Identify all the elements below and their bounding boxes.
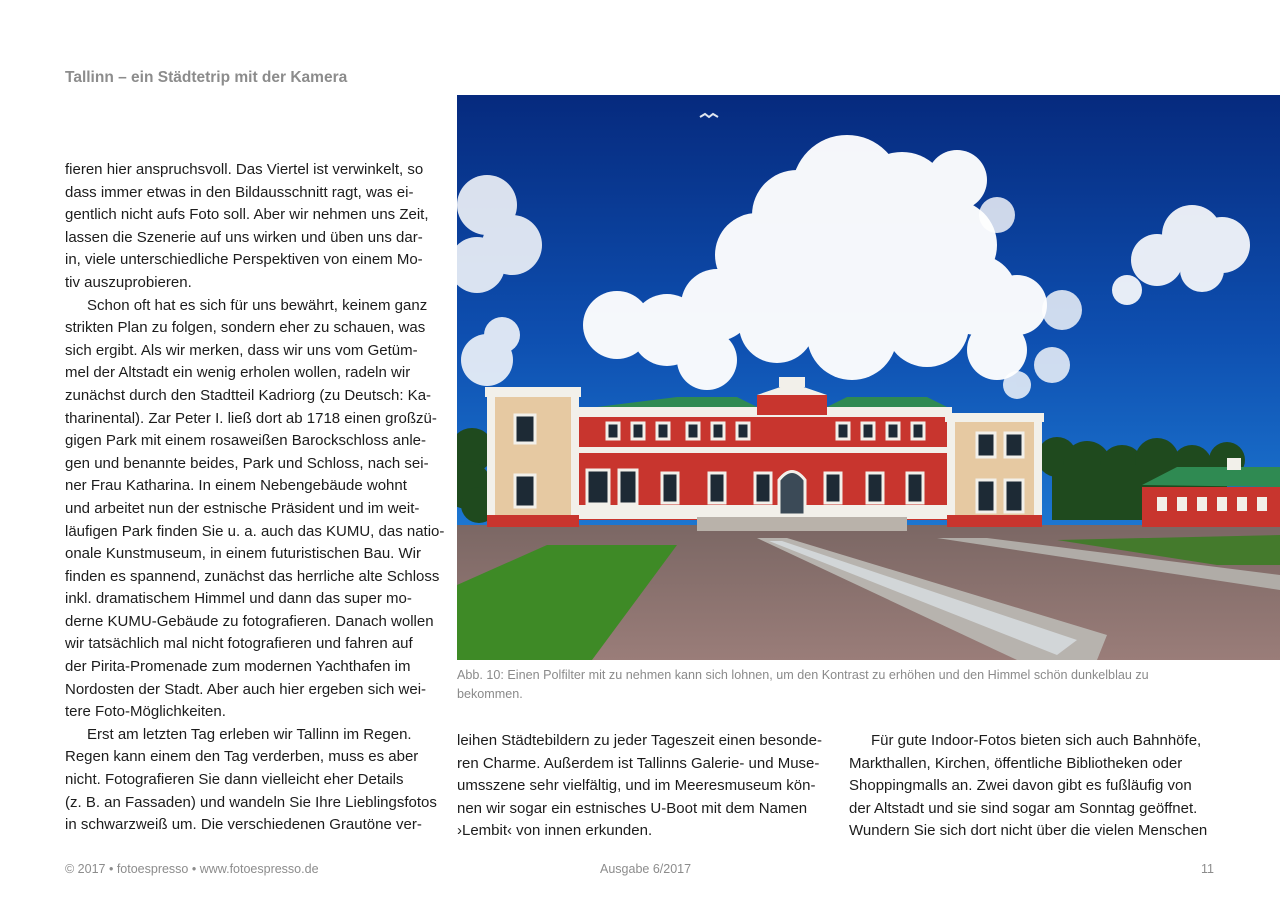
text-line: tere Foto-Möglichkeiten. bbox=[65, 703, 226, 721]
text-line: gigen Park mit einem rosaweißen Barockschloss anle- bbox=[65, 432, 426, 450]
text-line: strikten Plan zu folgen, sondern eher zu schauen, was bbox=[65, 319, 426, 337]
text-line: ner Frau Katharina. In einem Nebengebäude wohnt bbox=[65, 477, 407, 495]
text-line: finden es spannend, zunächst das herrliche alte Schloss bbox=[65, 567, 440, 585]
text-line: der Pirita-Promenade zum modernen Yachthafen im bbox=[65, 658, 411, 676]
footer-issue: Ausgabe 6/2017 bbox=[600, 862, 692, 876]
text-line: fieren hier anspruchsvoll. Das Viertel ist verwinkelt, so bbox=[65, 161, 424, 178]
figure-caption-line: bekommen. bbox=[457, 687, 523, 701]
text-line: läufigen Park finden Sie u. a. auch das KUMU, das natio- bbox=[65, 522, 445, 540]
text-line: in, viele unterschiedliche Perspektiven von einem Mo- bbox=[65, 251, 423, 269]
text-line: Markthallen, Kirchen, öffentliche Bibliotheken oder bbox=[849, 754, 1183, 772]
text-line: inkl. dramatischem Himmel und dann das super mo- bbox=[65, 590, 412, 608]
text-line: dass immer etwas in den Bildausschnitt ragt, was ei- bbox=[65, 183, 414, 201]
text-line: mel der Altstadt ein wenig erholen wollen, radeln wir bbox=[65, 364, 411, 382]
text-line: zunächst durch den Stadtteil Kadriorg (zu Deutsch: Ka- bbox=[65, 386, 432, 404]
text-line: wir tatsächlich mal nicht fotografieren und fahren auf bbox=[65, 635, 413, 653]
text-line: Erst am letzten Tag erleben wir Tallinn im Regen. bbox=[87, 725, 412, 743]
text-line: leihen Städtebildern zu jeder Tageszeit einen besonde- bbox=[457, 732, 822, 749]
text-line: sich ergibt. Als wir merken, dass wir uns vom Getüm- bbox=[65, 341, 418, 359]
running-head-title: Tallinn – ein Städtetrip mit der Kamera bbox=[65, 69, 348, 86]
text-line: Für gute Indoor-Fotos bieten sich auch Bahnhöfe, bbox=[871, 732, 1202, 749]
text-line: derne KUMU-Gebäude zu fotografieren. Danach wollen bbox=[65, 612, 434, 630]
text-column-right bbox=[849, 730, 1221, 843]
text-line: Shoppingmalls an. Zwei davon gibt es fußläufig von bbox=[849, 777, 1192, 795]
text-column-middle bbox=[457, 730, 829, 843]
text-line: Wundern Sie sich dort nicht über die vielen Menschen bbox=[849, 822, 1208, 840]
figure-caption-line: Abb. 10: Einen Polfilter mit zu nehmen kann sich lohnen, um den Kontrast zu erhöhen und den Himmel schön dunkelblau zu bbox=[457, 668, 1149, 682]
text-line: Nordosten der Stadt. Aber auch hier ergeben sich wei- bbox=[65, 680, 427, 698]
text-column-left bbox=[65, 159, 445, 837]
text-line: lassen die Szenerie auf uns wirken und üben uns dar- bbox=[65, 228, 423, 246]
text-line: nen wir sogar ein estnisches U-Boot mit dem Namen bbox=[457, 799, 808, 817]
text-line: Schon oft hat es sich für uns bewährt, keinem ganz bbox=[87, 296, 428, 314]
text-line: tharinental). Zar Peter I. ließ dort ab 1718 einen großzü- bbox=[65, 409, 437, 427]
text-line: gen und benannte beides, Park und Schloss, nach sei- bbox=[65, 454, 429, 472]
text-line: onale Kunstmuseum, in einem futuristischen Bau. Wir bbox=[65, 545, 421, 563]
text-line: in schwarzweiß um. Die verschiedenen Grautöne ver- bbox=[65, 816, 422, 834]
page-number: 11 bbox=[1201, 862, 1214, 876]
text-line: umsszene sehr vielfältig, und im Meeresmuseum kön- bbox=[457, 777, 816, 795]
text-line: tiv auszuprobieren. bbox=[65, 273, 192, 291]
text-line: nicht. Fotografieren Sie dann vielleicht eher Details bbox=[65, 771, 404, 789]
text-line: ›Lembit‹ von innen erkunden. bbox=[457, 822, 653, 840]
text-line: ren Charme. Außerdem ist Tallinns Galerie- und Muse- bbox=[457, 754, 820, 772]
text-line: gentlich nicht aufs Foto soll. Aber wir nehmen uns Zeit, bbox=[65, 206, 429, 224]
text-line: der Altstadt und sie sind sogar am Sonntag geöffnet. bbox=[849, 799, 1198, 817]
footer-copyright: © 2017 • fotoespresso • www.fotoespresso.de bbox=[65, 862, 319, 876]
text-line: und arbeitet nun der estnische Präsident und im weit- bbox=[65, 499, 420, 517]
figure-photo-kadriorg-palace bbox=[457, 95, 1280, 660]
text-line: Regen kann einem den Tag verderben, muss es aber bbox=[65, 748, 419, 766]
text-line: (z. B. an Fassaden) und wandeln Sie Ihre Lieblingsfotos bbox=[65, 793, 437, 811]
figure-caption bbox=[457, 666, 1237, 704]
